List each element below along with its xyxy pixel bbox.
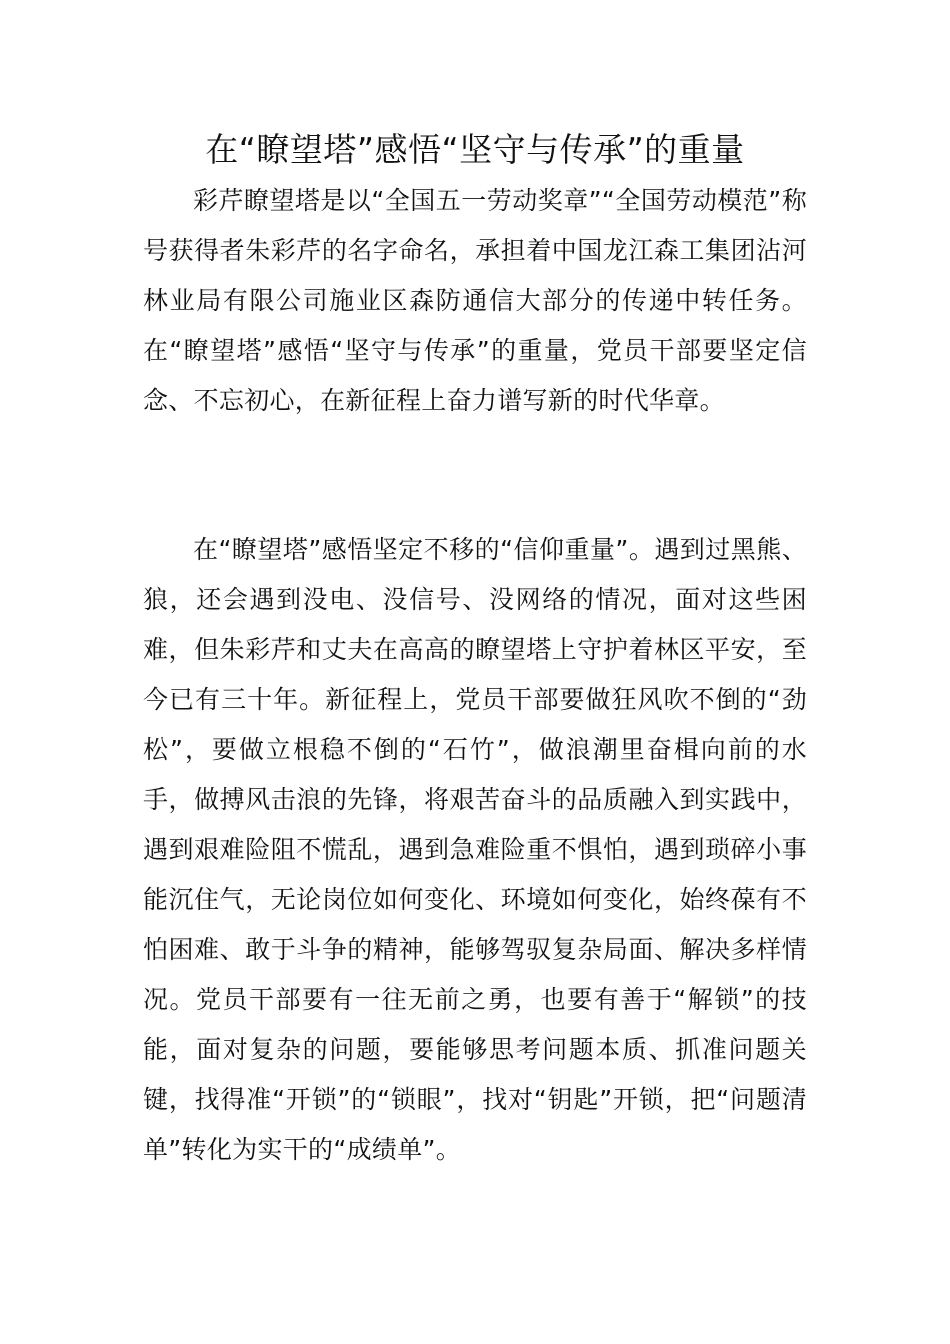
- paragraph-faith-weight: 在“瞭望塔”感悟坚定不移的“信仰重量”。遇到过黑熊、狼，还会遇到没电、没信号、没网络的情况，面对这些困难，但朱彩芹和丈夫在高高的瞭望塔上守护着林区平安，至今已有三十年。新征程上，党员干部要做狂风吹不倒的“劲松”，要做立根稳不倒的“石竹”，做浪潮里奋楫向前的水手，做搏风击浪的先锋，将艰苦奋斗的品质融入到实践中，遇到艰难险阻不慌乱，遇到急难险重不惧怕，遇到琐碎小事能沉住气，无论岗位如何变化、环境如何变化，始终葆有不怕困难、敢于斗争的精神，能够驾驭复杂局面、解决多样情况。党员干部要有一往无前之勇，也要有善于“解锁”的技能，面对复杂的问题，要能够思考问题本质、抓准问题关键，找得准“开锁”的“锁眼”，找对“钥匙”开锁，把“问题清单”转化为实干的“成绩单”。: [143, 535, 807, 1164]
- page-title: 在“瞭望塔”感悟“坚守与传承”的重量: [205, 130, 745, 169]
- paragraph-intro: 彩芹瞭望塔是以“全国五一劳动奖章”“全国劳动模范”称号获得者朱彩芹的名字命名，承担着中国龙江森工集团沾河林业局有限公司施业区森防通信大部分的传递中转任务。在“瞭望塔”感悟“坚守与传承”的重量，党员干部要坚定信念、不忘初心，在新征程上奋力谱写新的时代华章。: [143, 186, 807, 415]
